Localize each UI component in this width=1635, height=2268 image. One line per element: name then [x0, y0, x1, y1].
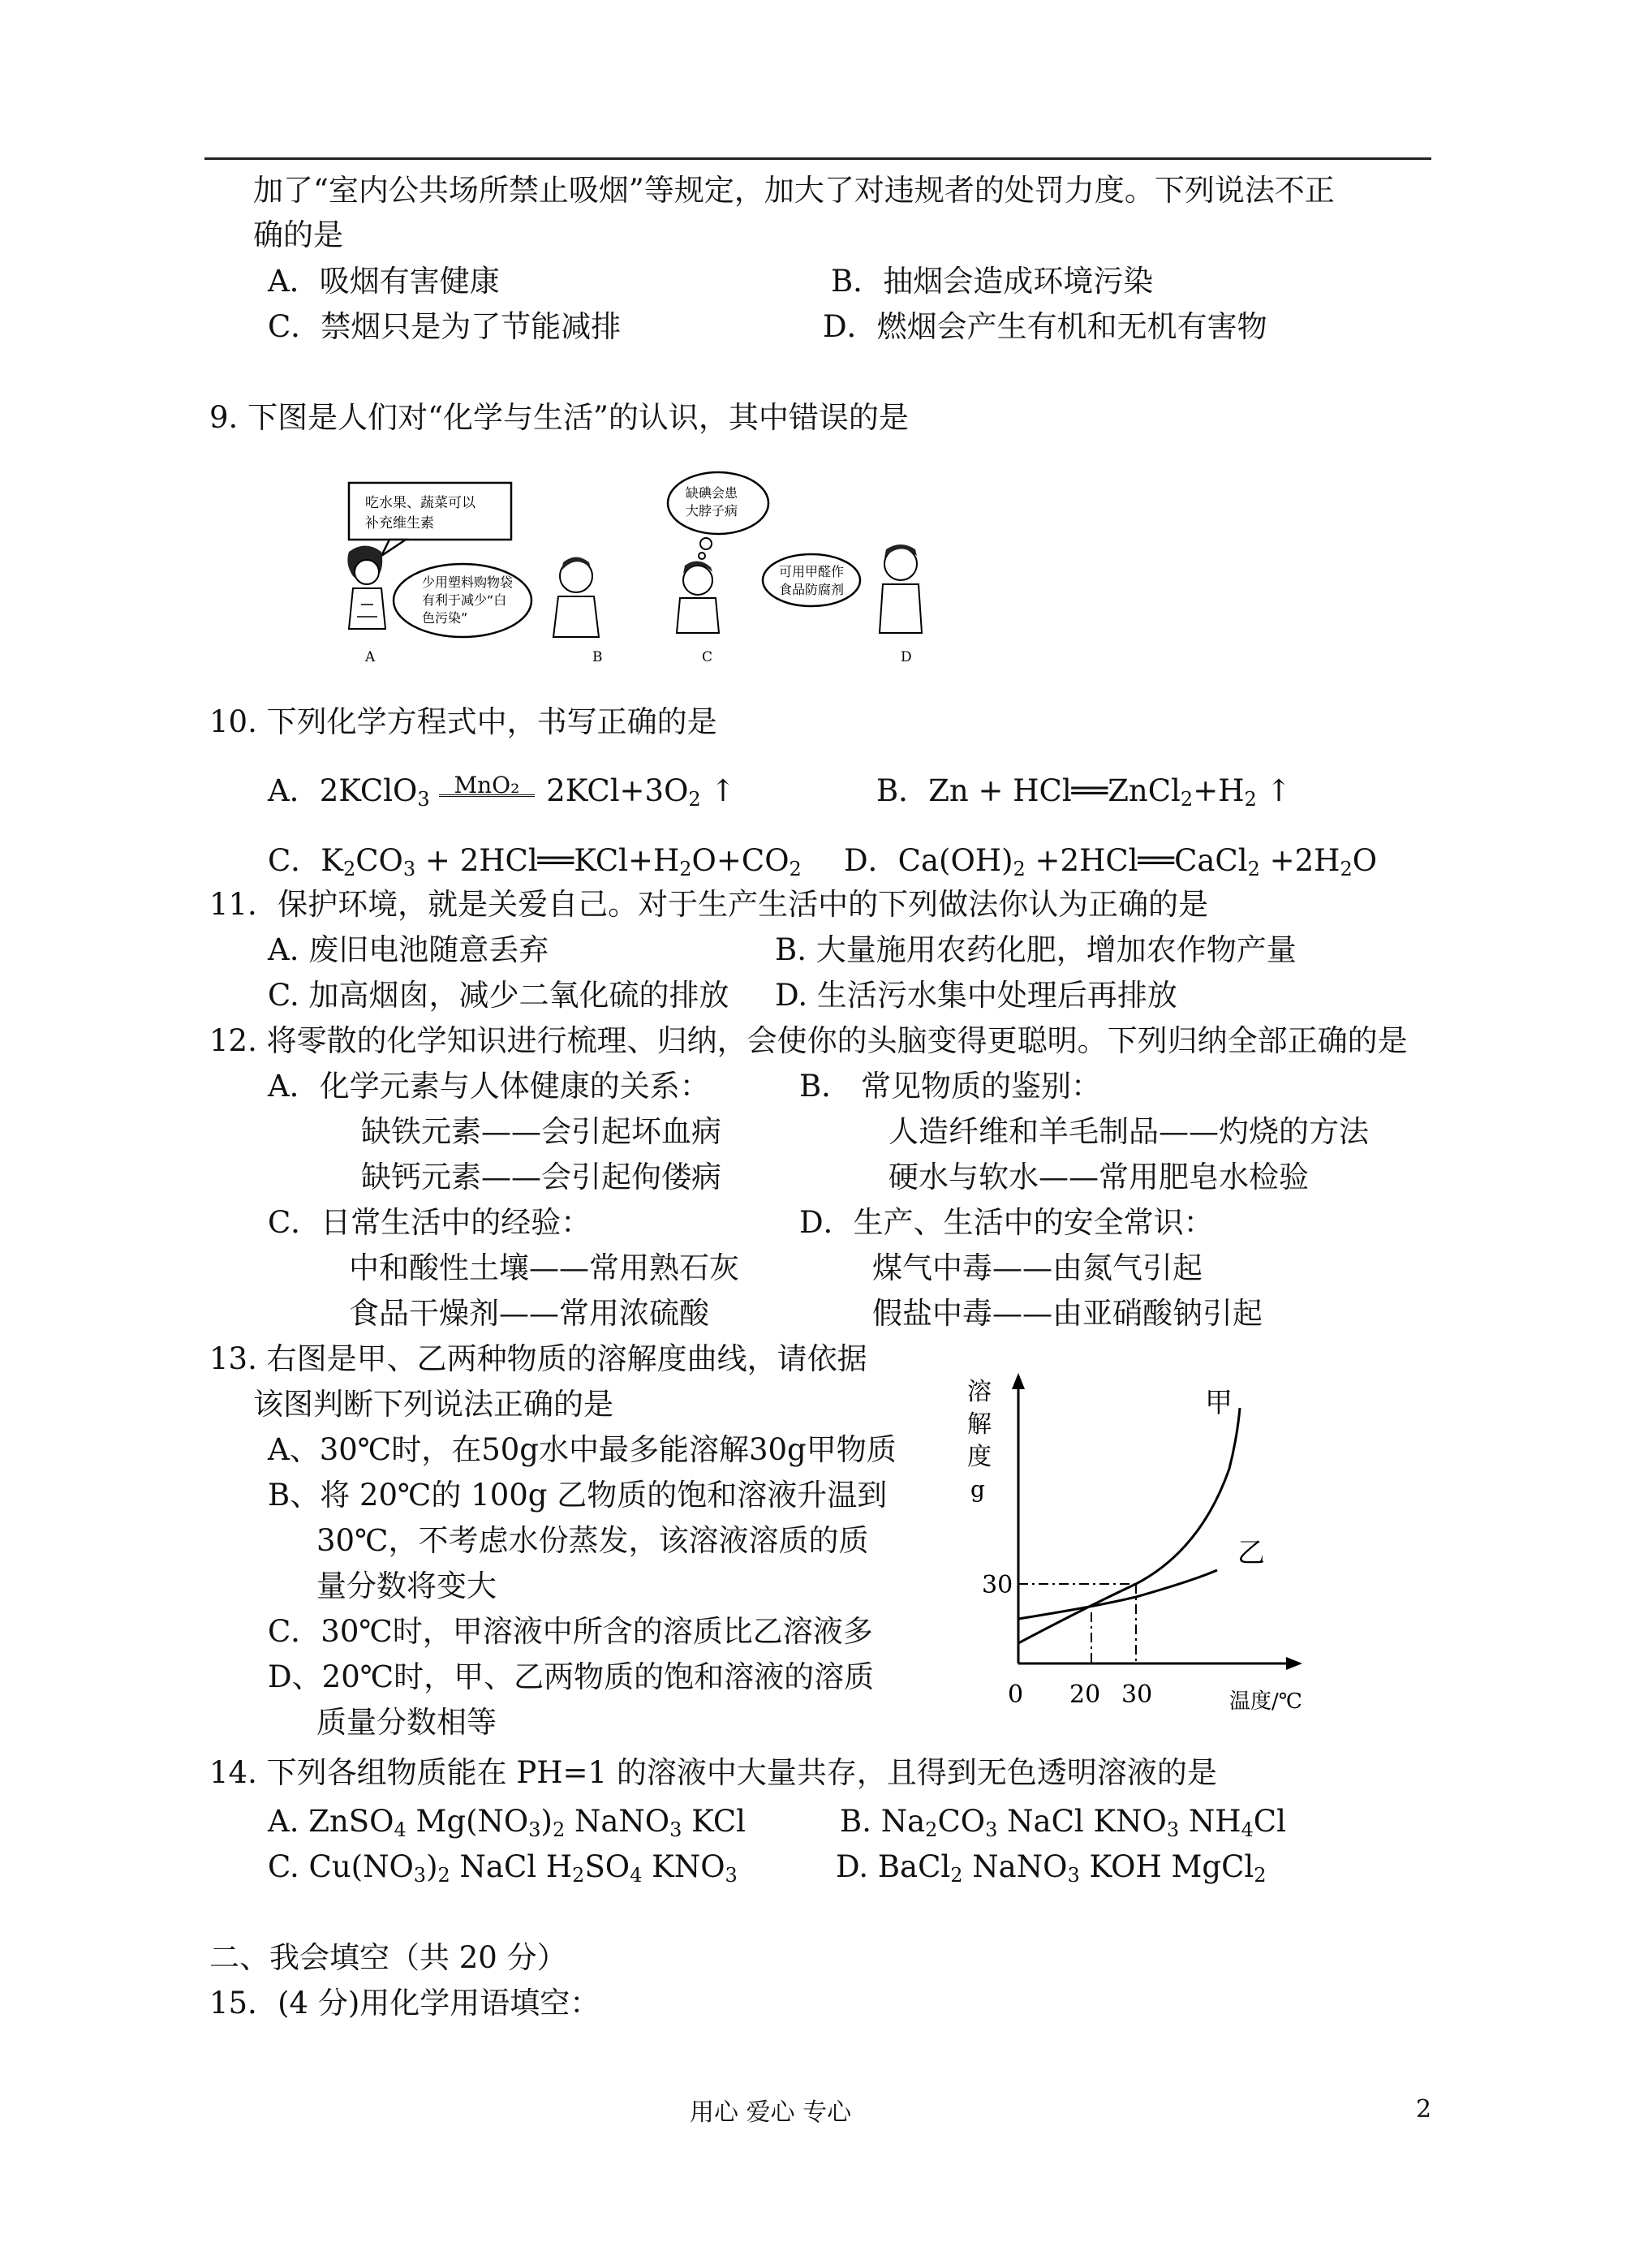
q10-option-a: A．2KClO$_3$ MnO₂ $2KCl+3O_2$ ↑	[268, 771, 735, 814]
q12-a-title: A．化学元素与人体健康的关系：	[268, 1069, 710, 1104]
q13-option-b-2: 30℃，不考虑水份蒸发，该溶液溶质的质	[316, 1523, 869, 1558]
q14-option-d: D. BaCl$_2$ NaNO$_3$ KOH MgCl$_2$	[836, 1849, 1267, 1887]
q12-b-1: 人造纤维和羊毛制品——灼烧的方法	[888, 1114, 1369, 1149]
person-d-icon	[880, 544, 922, 633]
q12-d-title: D．生产、生活中的安全常识：	[799, 1205, 1214, 1240]
q13-option-a: A、30℃时，在50g水中最多能溶解30g甲物质	[268, 1432, 897, 1467]
y-axis-arrow-icon	[1012, 1373, 1025, 1389]
cartoon-label-b: B	[592, 649, 603, 665]
q13-option-c: C．30℃时，甲溶液中所含的溶质比乙溶液多	[268, 1614, 873, 1649]
graph-ylabel-4: g	[970, 1476, 985, 1503]
chemistry-life-cartoon	[341, 467, 925, 669]
bubble-d-text-2: 食品防腐剂	[779, 582, 845, 597]
q14-option-b: B. $Na_2CO_3$ NaCl $KNO_3$ $NH_4Cl$	[840, 1804, 1286, 1841]
graph-ylabel-1: 溶	[967, 1378, 992, 1406]
bubble-d	[763, 554, 860, 606]
bubble-b-text-3: 色污染”	[422, 610, 468, 626]
section2-title: 二、我会填空（共 20 分）	[209, 1940, 567, 1975]
q10-catalyst: MnO₂	[454, 771, 520, 798]
graph-xtick-30: 30	[1121, 1681, 1153, 1709]
bubble-b-text-1: 少用塑料购物袋	[422, 575, 514, 590]
q11-option-d: D. 生活污水集中处理后再排放	[775, 978, 1177, 1013]
q10-option-d: D．$Ca(OH)_2$ +2HCl══CaCl$_2$ $+2H_2O$	[844, 843, 1378, 880]
catalyst-arrow	[439, 773, 536, 814]
q13-option-d-1: D、20℃时，甲、乙两物质的饱和溶液的溶质	[268, 1659, 875, 1694]
bubble-a-text-2: 补充维生素	[365, 515, 434, 531]
q13-stem-2: 该图判断下列说法正确的是	[253, 1387, 613, 1422]
bubble-a-text-1: 吃水果、蔬菜可以	[365, 495, 475, 511]
q13-stem-1: 13. 右图是甲、乙两种物质的溶解度曲线，请依据	[209, 1341, 867, 1376]
q8-option-c: C．禁烟只是为了节能减排	[268, 309, 622, 344]
graph-xlabel: 温度/℃	[1229, 1689, 1302, 1714]
q13-option-d-2: 质量分数相等	[316, 1705, 497, 1740]
q10-option-c: C．$K_2CO_3$ + $2HCl══KCl+H_2O+CO_2$	[268, 843, 802, 880]
graph-origin: 0	[1008, 1681, 1024, 1709]
header-rule	[204, 157, 1431, 160]
q11-stem: 11．保护环境，就是关爱自己。对于生产生活中的下列做法你认为正确的是	[209, 887, 1209, 922]
q14-option-c: C. $Cu(NO_3)_2$ NaCl $H_2SO_4$ $KNO_3$	[268, 1849, 738, 1887]
q12-d-2: 假盐中毒——由亚硝酸钠引起	[872, 1296, 1263, 1331]
q11-option-a: A. 废旧电池随意丢弃	[268, 932, 549, 967]
q10-stem: 10. 下列化学方程式中，书写正确的是	[209, 704, 717, 739]
person-c-icon	[677, 561, 719, 633]
q12-stem: 12. 将零散的化学知识进行梳理、归纳，会使你的头脑变得更聪明。下列归纳全部正确的是	[209, 1023, 1408, 1058]
graph-curve-label-2: 乙	[1237, 1537, 1265, 1569]
q14-option-a: A. ZnSO$_4$ $Mg(NO_3)_2$ NaNO$_3$ KCl	[268, 1804, 746, 1841]
q14-stem: 14. 下列各组物质能在 PH=1 的溶液中大量共存，且得到无色透明溶液的是	[209, 1755, 1217, 1790]
q12-c-1: 中和酸性土壤——常用熟石灰	[349, 1250, 739, 1285]
bubble-d-text-1: 可用甲醛作	[779, 564, 845, 579]
q13-option-b-1: B、将 20℃的 100g 乙物质的饱和溶液升温到	[268, 1478, 888, 1513]
q12-d-1: 煤气中毒——由氮气引起	[872, 1250, 1203, 1285]
q8-stem-line1: 加了“室内公共场所禁止吸烟”等规定，加大了对违规者的处罚力度。下列说法不正	[253, 173, 1335, 208]
bubble-c-text-2: 大脖子病	[686, 503, 738, 519]
graph-ylabel-2: 解	[967, 1410, 992, 1439]
q10-option-b: B．$Zn + HCl══ZnCl_2+H_2$ ↑	[876, 773, 1292, 811]
q8-option-a: A．吸烟有害健康	[268, 264, 500, 299]
graph-ylabel-3: 度	[967, 1443, 992, 1471]
q15-stem: 15．(4 分)用化学用语填空：	[209, 1986, 600, 2021]
curve-yi	[1018, 1570, 1217, 1619]
q12-b-2: 硬水与软水——常用肥皂水检验	[888, 1160, 1309, 1194]
q8-option-d: D．燃烟会产生有机和无机有害物	[823, 309, 1267, 344]
q11-option-c: C. 加高烟囱，减少二氧化硫的排放	[268, 978, 729, 1013]
cartoon-label-a: A	[365, 649, 376, 665]
q12-c-2: 食品干燥剂——常用浓硫酸	[349, 1296, 709, 1331]
q13-option-b-3: 量分数将变大	[316, 1569, 497, 1603]
cartoon-label-d: D	[901, 649, 912, 665]
person-b-icon	[553, 557, 599, 638]
q12-a-2: 缺钙元素——会引起佝偻病	[361, 1160, 721, 1194]
curve-jia	[1018, 1408, 1240, 1643]
page-number: 2	[1416, 2095, 1432, 2124]
q12-c-title: C．日常生活中的经验：	[268, 1205, 592, 1240]
q8-stem-line2: 确的是	[253, 217, 343, 252]
x-axis-arrow-icon	[1286, 1657, 1302, 1670]
q9-stem: 9. 下图是人们对“化学与生活”的认识，其中错误的是	[209, 400, 909, 435]
person-a-icon	[347, 546, 385, 630]
bubble-c-text-1: 缺碘会患	[686, 485, 738, 501]
q8-option-b: B．抽烟会造成环境污染	[831, 264, 1154, 299]
graph-ytick-30: 30	[982, 1571, 1013, 1599]
solubility-curve-graph	[933, 1363, 1339, 1745]
q12-a-1: 缺铁元素——会引起坏血病	[361, 1114, 721, 1149]
q12-b-title: B． 常见物质的鉴别：	[799, 1069, 1101, 1104]
graph-xtick-20: 20	[1069, 1681, 1101, 1709]
graph-curve-label-1: 甲	[1205, 1387, 1233, 1419]
footer-motto: 用心 爱心 专心	[690, 2098, 852, 2127]
bubble-b-text-2: 有利于减少“白	[422, 592, 507, 608]
cartoon-label-c: C	[702, 649, 713, 665]
q11-option-b: B. 大量施用农药化肥，增加农作物产量	[775, 932, 1297, 967]
